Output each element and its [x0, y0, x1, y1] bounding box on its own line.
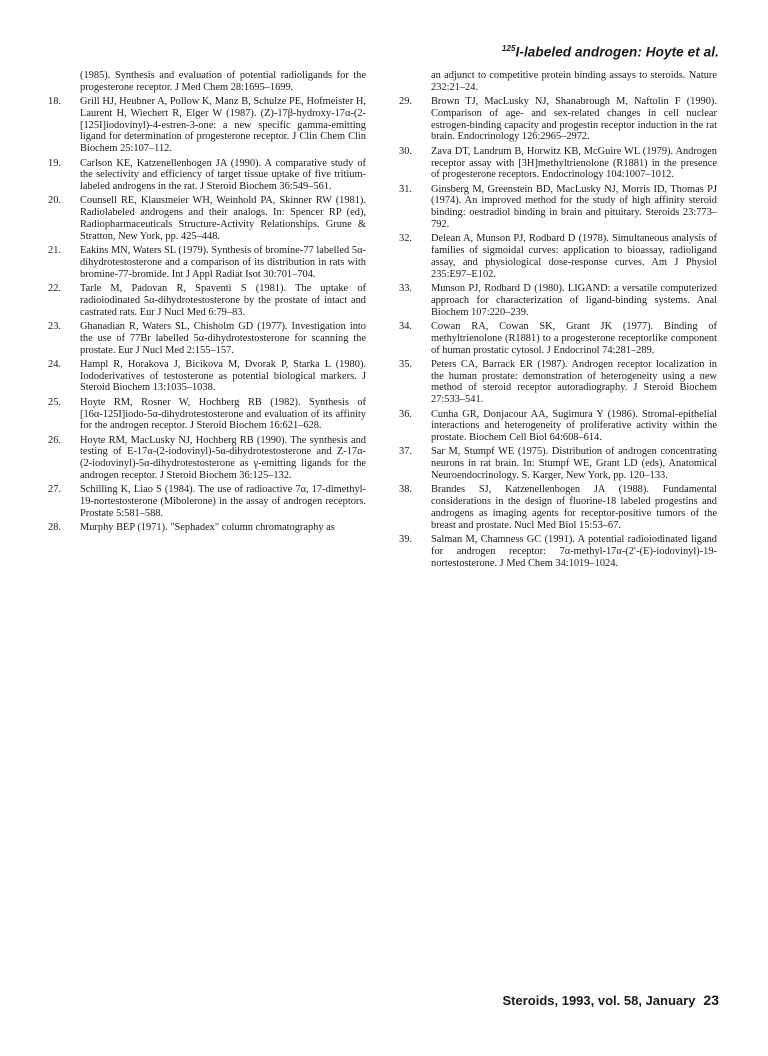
reference-text: Ghanadian R, Waters SL, Chisholm GD (1977). Investigation into the use of 77Br labelled 5α-dihydrotestosterone for scanning the prostate. Eur J Nucl Med 2:155–157.	[80, 320, 366, 356]
reference-text: Munson PJ, Rodbard D (1980). LIGAND: a versatile computerized approach for characterization of ligand-binding systems. Anal Biochem 107:220–239.	[431, 283, 717, 318]
reference-number: 22.	[48, 283, 61, 295]
reference-text: Hoyte RM, MacLusky NJ, Hochberg RB (1990). The synthesis and testing of E-17α-(2-iodovinyl)-5α-dihydrotestosterone and Z-17α-(2-iodovinyl)-5α-dihydrotestosterone as γ-emitting ligands for the androgen receptor. J Steroid Biochem 36:125–132.	[80, 434, 366, 481]
running-head	[502, 44, 719, 60]
reference-text: Tarle M, Padovan R, Spaventi S (1981). The uptake of radioiodinated 5α-dihydrotestosterone by the prostate of intact and castrated rats. Eur J Nucl Med 6:79–83.	[80, 283, 366, 318]
reference-text: Sar M, Stumpf WE (1975). Distribution of androgen concentrating neurons in rat brain. In: Stumpf WE, Grant LD (eds), Anatomical Neuroendocrinology. S. Karger, New York, pp. 120–133.	[431, 446, 717, 481]
reference-number: 28.	[48, 522, 61, 534]
reference-text: Hampl R, Horakova J, Bicikova M, Dvorak P, Starka L (1980). Iododerivatives of testosterone as potential biological markers. J Steroid Biochem 13:1035–1038.	[80, 358, 366, 394]
reference-text: an adjunct to competitive protein binding assays to steroids. Nature 232:21–24.	[431, 70, 717, 93]
reference-item	[399, 283, 717, 318]
reference-text: Hoyte RM, Rosner W, Hochberg RB (1982). Synthesis of [16α-125I]iodo-5α-dihydrotestosterone and evaluation of its affinity for the androgen receptor. J Steroid Biochem 16:621–628.	[80, 396, 366, 432]
reference-item	[399, 70, 717, 94]
reference-text: Murphy BEP (1971). "Sephadex" column chromatography as	[80, 522, 335, 534]
reference-item	[399, 184, 717, 231]
reference-number: 34.	[399, 320, 412, 332]
page-number: 23	[703, 992, 719, 1008]
reference-number: 38.	[399, 484, 412, 496]
reference-item	[399, 321, 717, 356]
reference-text: Zava DT, Landrum B, Horwitz KB, McGuire WL (1979). Androgen receptor assay with [3H]methyltrienolone (R1881) in the presence of progesterone receptors. Endocrinology 104:1007–1012.	[431, 145, 717, 181]
reference-number: 18.	[48, 96, 61, 108]
reference-text: Brown TJ, MacLusky NJ, Shanabrough M, Naftolin F (1990). Comparison of age- and sex-related changes in cell nuclear estrogen-binding capacity and progestin receptor induction in the rat brain. Endocrinology 126:2965–2972.	[431, 96, 717, 143]
reference-item	[48, 359, 366, 394]
reference-number: 33.	[399, 283, 412, 295]
reference-number: 27.	[48, 484, 61, 496]
reference-text: Schilling K, Liao S (1984). The use of radioactive 7α, 17-dimethyl-19-nortestosterone (Mibolerone) in the assay of androgen receptors. Prostate 5:581–588.	[80, 484, 366, 519]
reference-item	[399, 534, 717, 569]
reference-text: Counsell RE, Klausmeier WH, Weinhold PA, Skinner RW (1981). Radiolabeled androgens and their analogs. In: Spencer RP (ed), Radiopharmaceuticals Structure-Activity Relationships. Grune & Stratton, New York, pp. 425–448.	[80, 195, 366, 242]
reference-item	[48, 96, 366, 155]
reference-item	[48, 397, 366, 432]
reference-column-right	[399, 70, 717, 572]
reference-item	[48, 70, 366, 94]
reference-number: 35.	[399, 358, 412, 370]
journal-citation: Steroids, 1993, vol. 58, January	[502, 993, 696, 1008]
reference-number: 26.	[48, 434, 61, 446]
reference-number: 19.	[48, 157, 61, 169]
reference-item	[399, 233, 717, 280]
reference-text: Ginsberg M, Greenstein BD, MacLusky NJ, Morris ID, Thomas PJ (1974). An improved method for the study of high affinity steroid binding: oestradiol binding in brain and pituitary. Steroids 23:773–792.	[431, 183, 717, 231]
reference-item	[399, 484, 717, 531]
reference-item	[48, 158, 366, 193]
reference-item	[48, 522, 366, 534]
reference-item	[48, 435, 366, 482]
reference-item	[48, 321, 366, 356]
reference-item	[399, 446, 717, 481]
reference-item	[399, 359, 717, 406]
reference-item	[399, 146, 717, 181]
reference-number: 39.	[399, 533, 412, 545]
reference-text: Cowan RA, Cowan SK, Grant JK (1977). Binding of methyltrienolone (R1881) to a progesterone receptorlike component of human prostatic cytosol. J Endocrinol 74:281–289.	[431, 320, 717, 356]
reference-number: 36.	[399, 408, 412, 420]
reference-number: 20.	[48, 195, 61, 207]
reference-number: 31.	[399, 183, 412, 195]
reference-item	[48, 283, 366, 318]
reference-text: (1985). Synthesis and evaluation of potential radioligands for the progesterone receptor. J Med Chem 28:1695–1699.	[80, 70, 366, 93]
reference-item	[48, 484, 366, 519]
reference-text: Salman M, Chamness GC (1991). A potential radioiodinated ligand for androgen receptor: 7α-methyl-17α-(2′-(E)-iodovinyl)-19-nortestosterone. J Med Chem 34:1019–1024.	[431, 533, 717, 569]
reference-number: 30.	[399, 145, 412, 157]
reference-item	[399, 409, 717, 444]
reference-number: 25.	[48, 396, 61, 408]
page-footer	[502, 992, 719, 1008]
reference-text: Brandes SJ, Katzenellenbogen JA (1988). Fundamental considerations in the design of fluorine-18 labeled progestins and androgens as imaging agents for receptor-positive tumors of the breast and prostate. Nucl Med Biol 15:53–67.	[431, 484, 717, 531]
reference-text: Cunha GR, Donjacour AA, Sugimura Y (1986). Stromal-epithelial interactions and heterogeneity of proliferative activity within the prostate. Biochem Cell Biol 64:608–614.	[431, 408, 717, 444]
reference-text: Peters CA, Barrack ER (1987). Androgen receptor localization in the human prostate: demonstration of heterogeneity using a new method of steroid receptor autoradiography. J Steroid Biochem 27:533–541.	[431, 358, 717, 406]
isotope-superscript: 125	[501, 44, 516, 53]
reference-number: 21.	[48, 245, 61, 257]
reference-text: Carlson KE, Katzenellenbogen JA (1990). A comparative study of the selectivity and efficiency of target tissue uptake of five tritium-labeled androgens in the rat. J Steroid Biochem 36:549–561.	[80, 157, 366, 193]
reference-item	[48, 245, 366, 280]
reference-item	[399, 96, 717, 143]
reference-number: 32.	[399, 233, 412, 245]
reference-number: 23.	[48, 320, 61, 332]
reference-number: 37.	[399, 446, 412, 458]
reference-text: Delean A, Munson PJ, Rodbard D (1978). Simultaneous analysis of families of sigmoidal curves: application to bioassay, radioligand assay, and physiological dose-response curves. Am J Physiol 235:E97–E102.	[431, 233, 717, 280]
reference-text: Eakins MN, Waters SL (1979). Synthesis of bromine-77 labelled 5α-dihydrotestosterone and a comparison of its distribution in rats with bromine-77-bromide. Int J Appl Radiat Isot 30:701–704.	[80, 245, 366, 280]
reference-number: 24.	[48, 358, 61, 370]
reference-text: Grill HJ, Heubner A, Pollow K, Manz B, Schulze PE, Hofmeister H, Laurent H, Wiechert R, Elger W (1987). (Z)-17β-hydroxy-17α-(2-[125I]iodovinyl)-4-estren-3-one: a new specific gamma-emitting ligand for determination of progesterone receptor. J Clin Chem Clin Biochem 25:107–112.	[80, 96, 366, 155]
running-head-title: I-labeled androgen: Hoyte et al.	[515, 44, 719, 60]
reference-column-left	[48, 70, 366, 536]
reference-number: 29.	[399, 96, 412, 108]
reference-item	[48, 195, 366, 242]
